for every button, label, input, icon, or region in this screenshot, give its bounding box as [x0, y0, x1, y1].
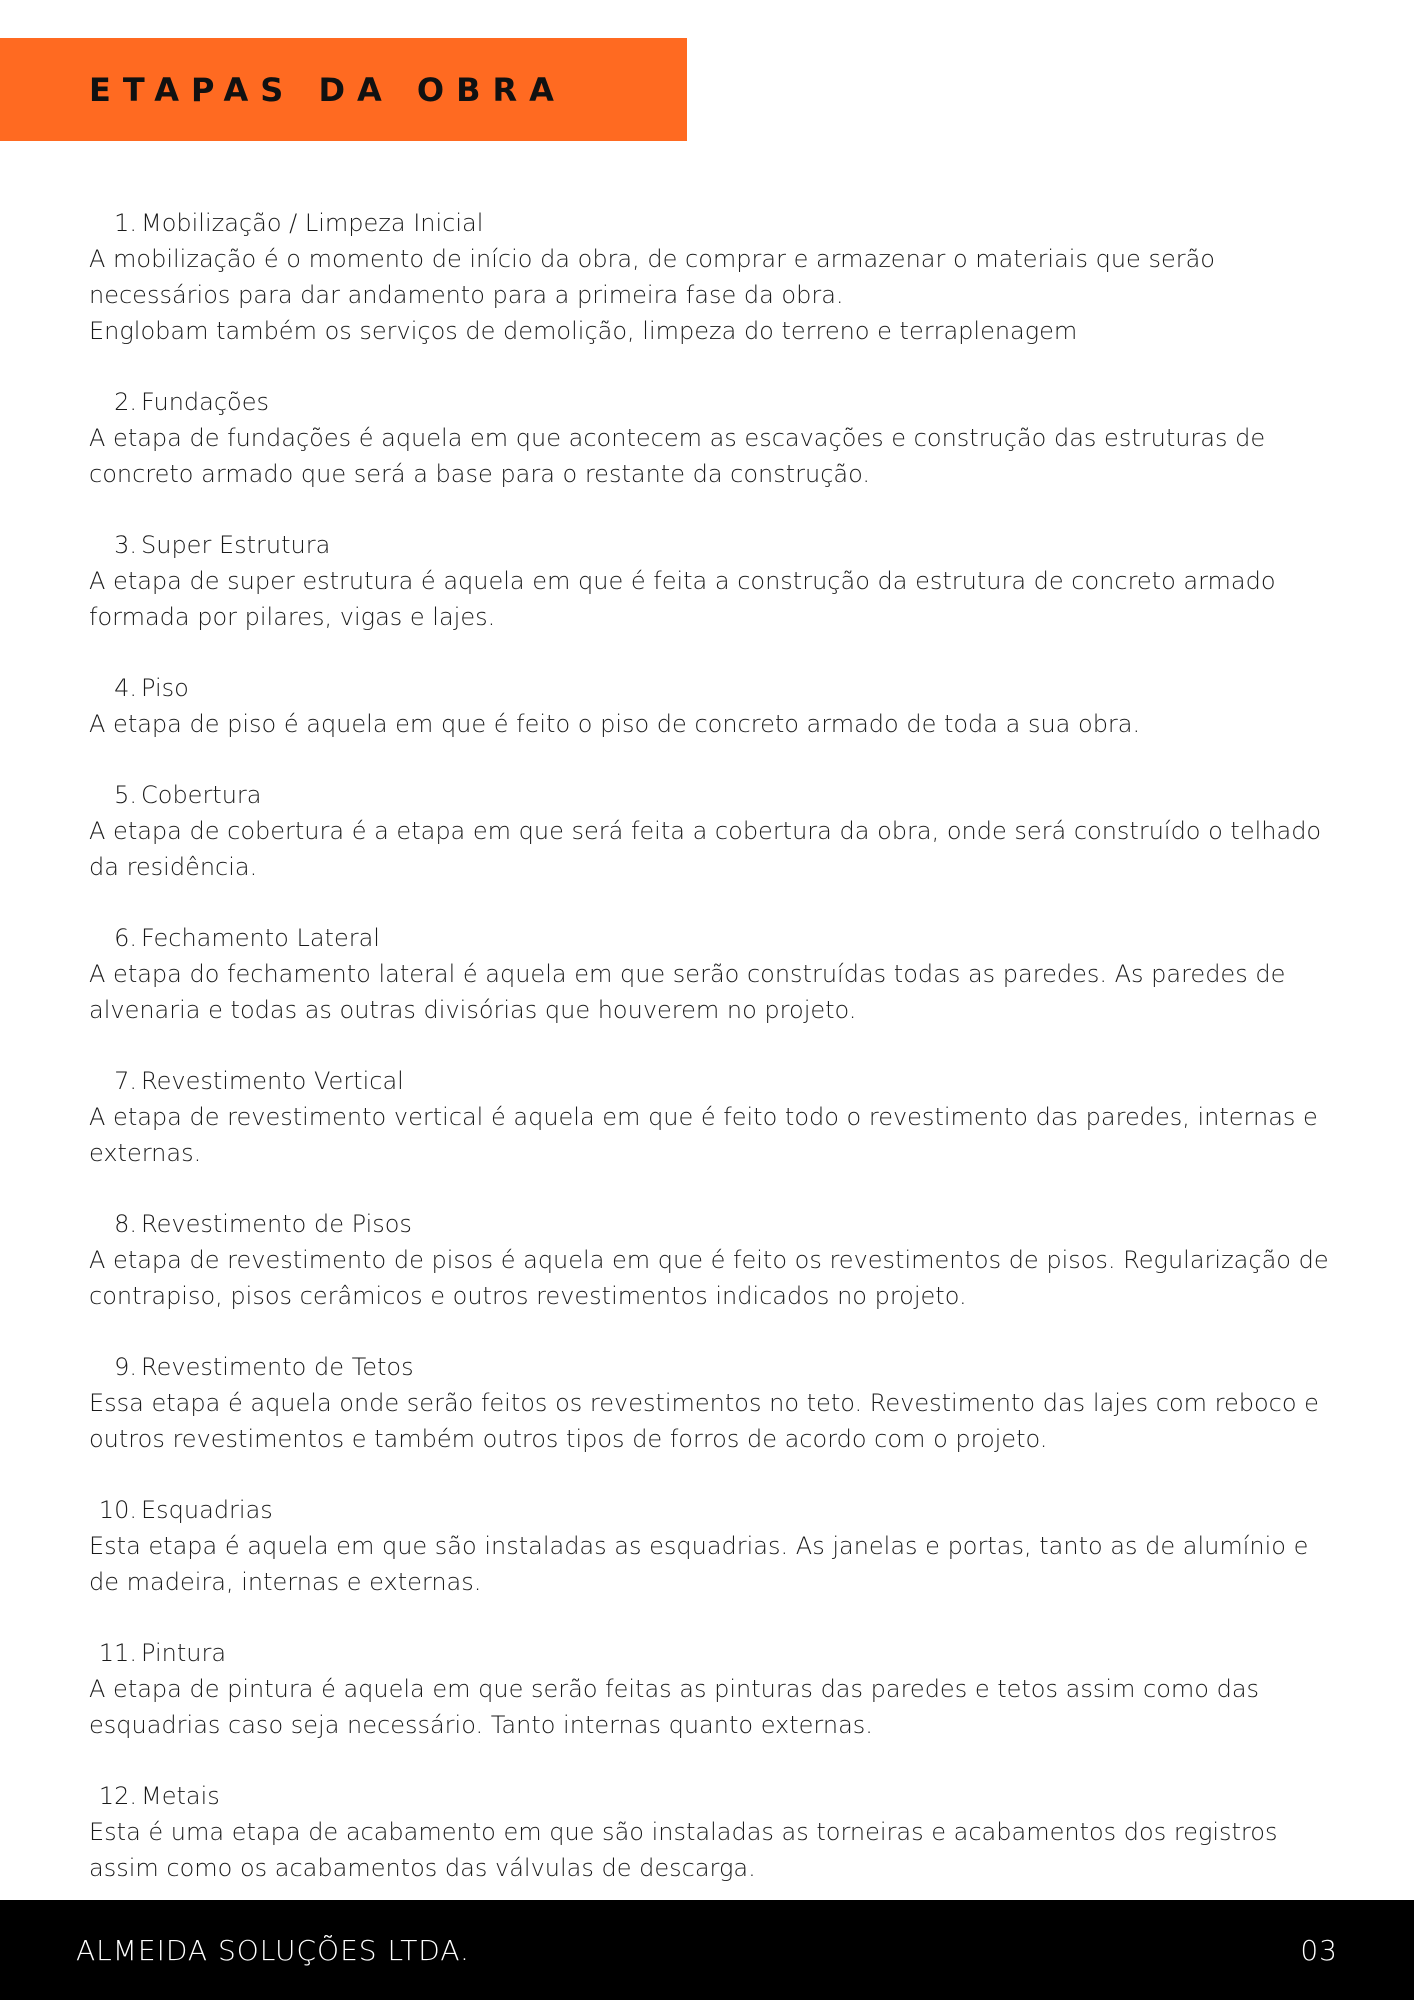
- step-description: Essa etapa é aquela onde serão feitos os revestimentos no teto. Revestimento das lajes com reboco e outros revestimentos e também outros tipos de forros de acordo com o projeto.: [89, 1389, 1319, 1453]
- step-heading: [89, 670, 1339, 706]
- step-title: Revestimento de Tetos: [141, 1353, 414, 1381]
- step-item: [89, 1492, 1339, 1600]
- step-item: [89, 1778, 1339, 1886]
- step-description: A etapa de pintura é aquela em que serão feitas as pinturas das paredes e tetos assim como das esquadrias caso seja necessário. Tanto internas quanto externas.: [89, 1675, 1260, 1739]
- step-heading: [89, 205, 1339, 241]
- step-item: [89, 920, 1339, 1028]
- step-title: Super Estrutura: [141, 531, 331, 559]
- step-title: Piso: [141, 674, 189, 702]
- step-heading: [89, 1349, 1339, 1385]
- step-number: 7.: [114, 1067, 137, 1095]
- step-number: 10.: [98, 1496, 137, 1524]
- step-heading: [89, 384, 1339, 420]
- step-title: Fechamento Lateral: [141, 924, 380, 952]
- step-description: A etapa de fundações é aquela em que acontecem as escavações e construção das estruturas de concreto armado que será a base para o restante da construção.: [89, 424, 1266, 488]
- step-number: 4.: [114, 674, 137, 702]
- step-item: [89, 670, 1339, 742]
- step-heading: [89, 1063, 1339, 1099]
- step-item: [89, 1206, 1339, 1314]
- step-description: A etapa de cobertura é a etapa em que será feita a cobertura da obra, onde será construído o telhado da residência.: [89, 817, 1322, 881]
- step-heading: [89, 527, 1339, 563]
- page-number: 03: [1300, 1933, 1338, 1967]
- step-item: [89, 527, 1339, 635]
- step-item: [89, 1063, 1339, 1171]
- step-description: Esta é uma etapa de acabamento em que são instaladas as torneiras e acabamentos dos registros assim como os acabamentos das válvulas de descarga.: [89, 1818, 1278, 1882]
- company-name: ALMEIDA SOLUÇÕES LTDA.: [76, 1933, 470, 1967]
- step-item: [89, 384, 1339, 492]
- step-item: [89, 777, 1339, 885]
- step-description: A mobilização é o momento de início da obra, de comprar e armazenar o materiais que serão necessários para dar andamento para a primeira fase da obra. Englobam também os serviços de demolição, limpeza do terreno e terraplenagem: [89, 245, 1215, 345]
- steps-list: [89, 205, 1339, 1921]
- step-number: 6.: [114, 924, 137, 952]
- step-title: Pintura: [141, 1639, 227, 1667]
- step-number: 2.: [114, 388, 137, 416]
- footer-bar: [0, 1900, 1414, 2000]
- step-title: Metais: [141, 1782, 220, 1810]
- step-item: [89, 1635, 1339, 1743]
- header-band: [0, 38, 687, 141]
- step-title: Cobertura: [141, 781, 262, 809]
- step-title: Esquadrias: [141, 1496, 273, 1524]
- step-heading: [89, 1492, 1339, 1528]
- step-number: 3.: [114, 531, 137, 559]
- step-description: Esta etapa é aquela em que são instaladas as esquadrias. As janelas e portas, tanto as de alumínio e de madeira, internas e externas.: [89, 1532, 1309, 1596]
- step-description: A etapa de super estrutura é aquela em que é feita a construção da estrutura de concreto armado formada por pilares, vigas e lajes.: [89, 567, 1276, 631]
- step-title: Mobilização / Limpeza Inicial: [141, 209, 484, 237]
- step-heading: [89, 1778, 1339, 1814]
- step-heading: [89, 1206, 1339, 1242]
- step-heading: [89, 920, 1339, 956]
- page-title: ETAPAS DA OBRA: [89, 70, 566, 109]
- step-number: 9.: [114, 1353, 137, 1381]
- step-number: 1.: [114, 209, 137, 237]
- step-title: Revestimento Vertical: [141, 1067, 404, 1095]
- step-heading: [89, 777, 1339, 813]
- step-number: 11.: [98, 1639, 137, 1667]
- step-number: 5.: [114, 781, 137, 809]
- step-number: 12.: [98, 1782, 137, 1810]
- step-title: Revestimento de Pisos: [141, 1210, 412, 1238]
- step-item: [89, 205, 1339, 349]
- step-heading: [89, 1635, 1339, 1671]
- step-description: A etapa de revestimento vertical é aquela em que é feito todo o revestimento das paredes, internas e externas.: [89, 1103, 1318, 1167]
- step-description: A etapa do fechamento lateral é aquela em que serão construídas todas as paredes. As paredes de alvenaria e todas as outras divisórias que houverem no projeto.: [89, 960, 1286, 1024]
- step-description: A etapa de piso é aquela em que é feito o piso de concreto armado de toda a sua obra.: [89, 710, 1141, 738]
- step-description: A etapa de revestimento de pisos é aquela em que é feito os revestimentos de pisos. Regularização de contrapiso, pisos cerâmicos e outros revestimentos indicados no projeto.: [89, 1246, 1329, 1310]
- step-item: [89, 1349, 1339, 1457]
- step-number: 8.: [114, 1210, 137, 1238]
- step-title: Fundações: [141, 388, 270, 416]
